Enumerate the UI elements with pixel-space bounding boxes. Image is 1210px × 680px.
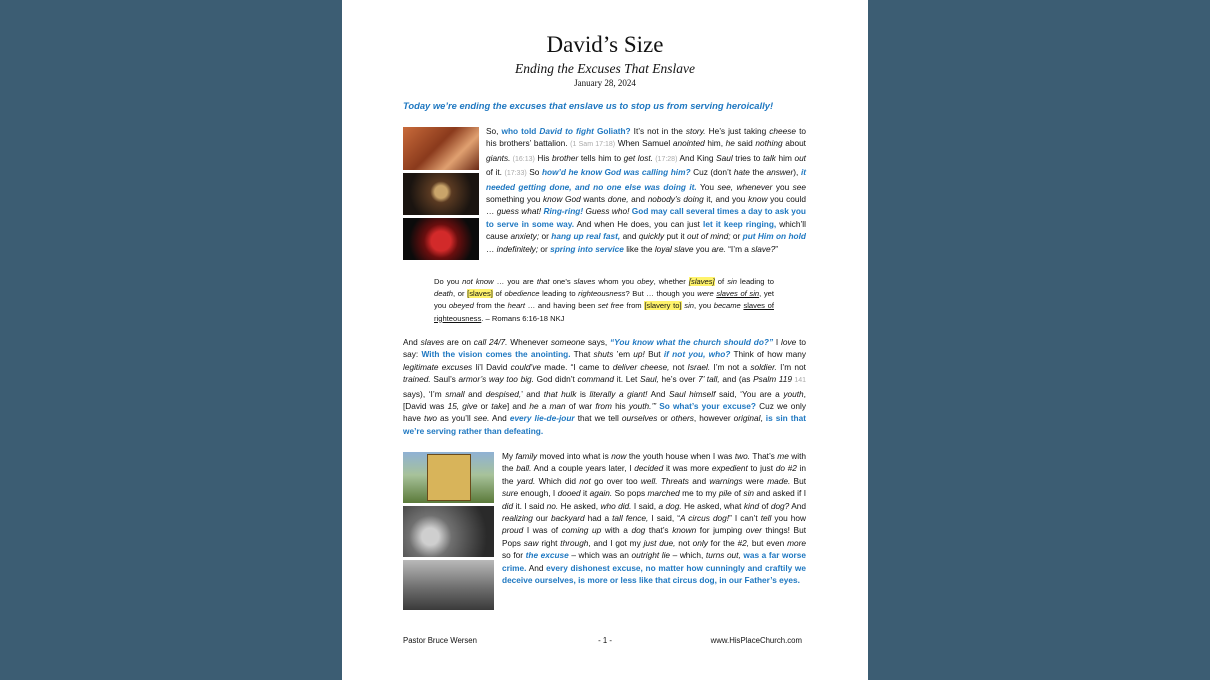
king-portrait-photo (403, 173, 479, 215)
father-and-child-photo (403, 560, 494, 610)
paragraph-excuses: And slaves are on call 24/7. Whenever someone says, “You know what the church should do?” I love to say: With the vision comes the anointing. That shuts ’em up! But if not you, who? Think of how many legitimate excuses li’l David could’ve made. “I came to deliver cheese, not Israel. I’m not a soldier. I’m not trained. Saul’s armor’s way too big. God didn’t command it. Let Saul, he’s over 7’ tall, and (as Psalm 119 141 says), ‘I’m small and despised,’ and that hulk is literally a giant! And Saul himself said, ‘You are a youth, [David was 15, give or take] and he a man of war from his youth.’” So what’s your excuse? Cuz we only have two as you’ll see. And every lie-de-jour that we tell ourselves or others, however original, is sin that we’re serving rather than defeating. (403, 337, 807, 436)
intro-line: Today we’re ending the excuses that enslave us to stop us from serving heroically! (403, 100, 774, 111)
highlight-slaves: [slaves] (688, 277, 715, 286)
poster-graphic (427, 454, 471, 501)
footer-page-number: - 1 - (598, 636, 612, 645)
footer-author: Pastor Bruce Wersen (403, 636, 477, 645)
paragraph-david-story: So, who told David to fight Goliath? It’s not in the story. He’s just taking cheese to his brothers’ battalion. (1 Sam 17:18) When Samuel anointed him, he said nothing about giants. (16:13) His brother tells him to get lost. (17:28) And King Saul tries to talk him out of it. (17:33) So how’d he know God was calling him? Cuz (don’t hate the answer), it needed getting done, and no one else was doing it. You see, whenever you see something you know God wants done, and nobody’s doing it, and you know you could … guess what! Ring-ring! Guess who! God may call several times a day to ask you to serve in some way. And when He does, you can just let it keep ringing, which’ll cause anxiety; or hang up real fast, and quickly put it out of mind; or put Him on hold … indefinitely; or spring into service like the loyal slave you are. “I’m a slave?” (486, 126, 807, 254)
highlight-slaves: [slaves] (467, 289, 493, 299)
scripture-quote-romans: Do you not know … you are that one’s slaves whom you obey, whether [slaves] of sin leading to death, or [slaves] of obedience leading to righteousness? But … though you were slaves of sin, yet you obeyed from the heart … and having been set free from [slavery to] sin, you became slaves of righteousness. – Romans 6:16-18 NKJ (434, 277, 774, 323)
document-subtitle: Ending the Excuses That Enslave (515, 61, 695, 76)
document-title: David’s Size (546, 32, 664, 57)
paragraph-circus-dog: My family moved into what is now the youth house when I was two. That’s me with the ball. And a couple years later, I decided it was more expedient to just do #2 in the yard. Which did not go over too well. Threats and warnings were made. But sure enough, I dooed it again. So pops marched me to my pile of sin and asked if I did it. I said no. He asked, who did. I said, a dog. He asked, what kind of dog? And realizing our backyard had a tall fence, I said, “A circus dog!” I can’t tell you how proud I was of coming up with a dog that’s known for jumping over things! But Pops saw right through, and I got my just due, not only for the #2, but even more so for the excuse – which was an outright lie – which, turns out, was a far worse crime. And every dishonest excuse, no matter how cunningly and craftily we deceive ourselves, is more or less like that circus dog, in our Father’s eyes. (502, 451, 807, 586)
document-date: January 28, 2024 (574, 78, 636, 88)
red-rotary-phone-photo (403, 218, 479, 260)
footer-website: www.HisPlaceChurch.com (710, 636, 802, 645)
highlight-slavery-to: [slavery to] (644, 301, 682, 311)
goliath-battle-photo (403, 127, 479, 170)
document-page (342, 0, 868, 680)
rally-in-the-valley-poster-photo (403, 452, 494, 503)
boy-with-ball-photo (403, 506, 494, 557)
